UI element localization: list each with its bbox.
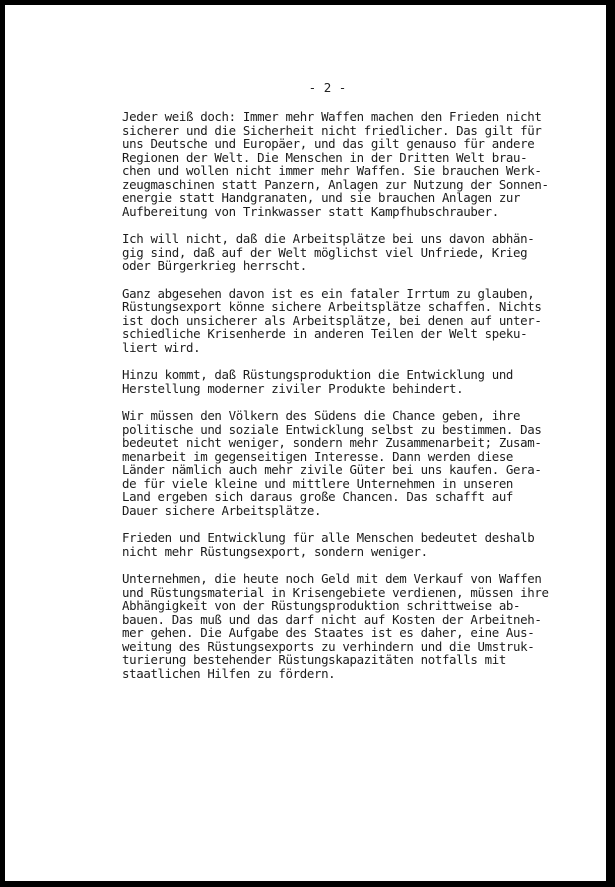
text-line: energie statt Handgranaten, und sie brauchen Anlagen zur	[122, 190, 521, 205]
text-line: weitung des Rüstungsexports zu verhindern und die Umstruk-	[122, 638, 535, 654]
paragraph	[122, 572, 552, 680]
text-line: ist doch unsicherer als Arbeitsplätze, bei denen auf unter-	[122, 312, 542, 328]
text-line: Rüstungsexport könne sichere Arbeitsplätze schaffen. Nichts	[122, 299, 542, 314]
text-line: Aufbereitung von Trinkwasser statt Kampfhubschrauber.	[122, 203, 499, 219]
text-line: Ganz abgesehen davon ist es ein fataler Irrtum zu glauben,	[122, 285, 535, 301]
text-line: Wir müssen den Völkern des Südens die Chance geben, ihre	[122, 408, 521, 423]
paragraph	[122, 110, 552, 218]
text-line: liert wird.	[122, 339, 201, 355]
text-line: sicherer und die Sicherheit nicht friedlicher. Das gilt für	[122, 122, 542, 138]
document-body	[122, 110, 552, 694]
text-line: chen und wollen nicht immer mehr Waffen. Sie brauchen Werk-	[122, 163, 542, 178]
text-line: gig sind, daß auf der Welt möglichst viel Unfriede, Krieg	[122, 244, 528, 260]
text-line: zeugmaschinen statt Panzern, Anlagen zur Nutzung der Sonnen-	[122, 176, 549, 192]
text-line: Frieden und Entwicklung für alle Menschen bedeutet deshalb	[122, 530, 535, 545]
text-line: Land ergeben sich daraus große Chancen. Das schafft auf	[122, 489, 514, 504]
text-line: nicht mehr Rüstungsexport, sondern weniger.	[122, 543, 428, 559]
paragraph	[122, 368, 552, 395]
text-line: mer gehen. Die Aufgabe des Staates ist es daher, eine Aus-	[122, 625, 535, 640]
text-line: Dauer sichere Arbeitsplätze.	[122, 502, 322, 518]
text-line: politische und soziale Entwicklung selbst zu bestimmen. Das	[122, 421, 542, 437]
text-line: menarbeit im gegenseitigen Interesse. Dann werden diese	[122, 448, 514, 464]
text-line: und Rüstungsmaterial in Krisengebiete verdienen, müssen ihre	[122, 584, 549, 600]
text-line: Unternehmen, die heute noch Geld mit dem Verkauf von Waffen	[122, 571, 542, 586]
text-line: Regionen der Welt. Die Menschen in der Dritten Welt brau-	[122, 149, 528, 165]
paragraph	[122, 287, 552, 355]
page-number: - 2 -	[308, 80, 347, 95]
document-page	[5, 5, 606, 881]
text-line: Herstellung moderner ziviler Produkte behindert.	[122, 380, 464, 396]
text-line: uns Deutsche und Europäer, und das gilt genauso für andere	[122, 136, 535, 151]
text-line: schiedliche Krisenherde in anderen Teilen der Welt speku-	[122, 326, 528, 341]
paragraph	[122, 531, 552, 558]
text-line: Länder nämlich auch mehr zivile Güter bei uns kaufen. Gera-	[122, 462, 542, 477]
paragraph	[122, 409, 552, 517]
text-line: staatlichen Hilfen zu fördern.	[122, 665, 336, 681]
text-line: bedeutet nicht weniger, sondern mehr Zusammenarbeit; Zusam-	[122, 435, 542, 450]
text-line: bauen. Das muß und das darf nicht auf Kosten der Arbeitneh-	[122, 611, 542, 627]
text-line: Abhängigkeit von der Rüstungsproduktion schrittweise ab-	[122, 598, 521, 613]
text-line: Ich will nicht, daß die Arbeitsplätze bei uns davon abhän-	[122, 231, 535, 246]
text-line: oder Bürgerkrieg herrscht.	[122, 258, 307, 273]
text-line: turierung bestehender Rüstungskapazitäten notfalls mit	[122, 652, 506, 667]
text-line: de für viele kleine und mittlere Unternehmen in unseren	[122, 475, 514, 491]
text-line: Hinzu kommt, daß Rüstungsproduktion die Entwicklung und	[122, 367, 514, 382]
text-line: Jeder weiß doch: Immer mehr Waffen machen den Frieden nicht	[122, 109, 542, 124]
paragraph	[122, 232, 552, 273]
